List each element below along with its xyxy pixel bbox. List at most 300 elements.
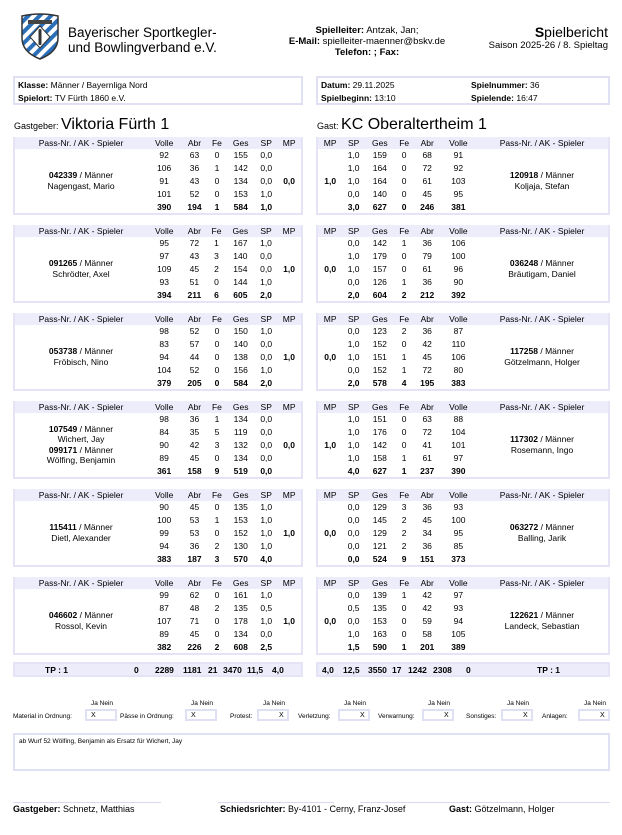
guest-cell: 1,0 <box>347 351 360 362</box>
guest-cell: 72 <box>422 163 432 174</box>
home-lane-row <box>15 501 301 514</box>
home-cell: 99 <box>159 590 169 601</box>
guest-cell: 0 <box>401 615 407 626</box>
check-label: Verletzung: <box>298 713 331 720</box>
home-cell: 158 <box>187 465 202 476</box>
home-player <box>15 346 147 367</box>
home-cell: 83 <box>159 339 169 350</box>
guest-cell: 389 <box>451 641 466 652</box>
home-lane-row <box>15 589 301 602</box>
guest-col-header: Pass-Nr. / AK - Spieler <box>476 401 608 413</box>
klasse-value: Männer / Bayernliga Nord <box>48 80 148 90</box>
guest-col-header: SP <box>342 137 365 149</box>
home-cell: 161 <box>233 590 248 601</box>
pass-number: 107549 <box>48 423 78 434</box>
home-cell: 0 <box>214 502 220 513</box>
ja-nein-header: Ja Nein <box>191 700 214 707</box>
guest-cell: 101 <box>451 439 466 450</box>
guest-cell: 159 <box>372 150 387 161</box>
spielleiter-label: Spielleiter: <box>315 25 365 36</box>
home-cell: 0,0 <box>260 339 273 350</box>
guest-col-header: Volle <box>441 137 476 149</box>
home-col-header: Pass-Nr. / AK - Spieler <box>15 137 147 149</box>
check-box[interactable] <box>85 709 117 721</box>
guest-cell: 0 <box>401 427 407 438</box>
check-mark: X <box>279 712 284 719</box>
guest-cell: 100 <box>451 251 466 262</box>
home-player-cell <box>15 325 147 389</box>
pass-number: 053738 <box>48 346 78 357</box>
guest-total-x: 0 <box>466 665 471 675</box>
guest-col-header: Pass-Nr. / AK - Spieler <box>476 577 608 589</box>
guest-col-header: Fe <box>395 313 414 325</box>
guest-cell: 2,0 <box>347 377 360 388</box>
home-cell: 43 <box>189 175 200 186</box>
home-cell: 0 <box>214 351 220 362</box>
guest-cell: 42 <box>422 339 432 350</box>
home-cell: 0,5 <box>260 603 273 614</box>
home-cell: 45 <box>189 452 200 463</box>
home-cell: 390 <box>157 201 172 212</box>
home-col-header: Pass-Nr. / AK - Spieler <box>15 401 147 413</box>
home-cell: 92 <box>159 150 169 161</box>
guest-cell: 0,0 <box>347 364 360 375</box>
home-player-cell <box>15 413 147 477</box>
guest-col-header: Abr <box>414 577 441 589</box>
home-cell: 608 <box>233 641 248 652</box>
guest-col-header: Fe <box>395 225 414 237</box>
guest-cell: 627 <box>372 201 387 212</box>
home-cell: 153 <box>233 515 248 526</box>
home-cell: 135 <box>233 502 248 513</box>
guest-player <box>476 610 608 631</box>
spielende-value: 16:47 <box>513 93 538 103</box>
home-cell: 605 <box>233 289 248 300</box>
spielnummer-label: Spielnummer: <box>471 80 528 90</box>
home-duel-block <box>13 401 303 479</box>
home-cell: 98 <box>159 414 169 425</box>
guest-cell: 212 <box>420 289 435 300</box>
guest-cell: 88 <box>453 414 464 425</box>
check-box[interactable] <box>422 709 454 721</box>
check-label: Verwarnung: <box>378 713 415 720</box>
home-cell: 0,0 <box>260 628 273 639</box>
guest-cell: 110 <box>451 339 466 350</box>
guest-cell: 578 <box>372 377 387 388</box>
guest-cell: 63 <box>422 414 432 425</box>
guest-cell: 590 <box>372 641 387 652</box>
guest-cell: 151 <box>372 414 387 425</box>
home-cell: 132 <box>233 439 248 450</box>
check-box[interactable] <box>257 709 289 721</box>
guest-cell: 135 <box>372 603 387 614</box>
home-col-header: Ges <box>226 577 255 589</box>
home-cell: 3 <box>214 251 219 262</box>
home-col-header: MP <box>277 313 301 325</box>
home-cell: 89 <box>159 452 169 463</box>
home-player-cell <box>15 589 147 653</box>
home-col-header: SP <box>255 489 277 501</box>
guest-cell: 0,0 <box>347 553 360 564</box>
match-class-box <box>13 76 303 105</box>
home-col-header: Volle <box>147 137 181 149</box>
home-col-header: Fe <box>207 225 226 237</box>
home-col-header: Ges <box>226 313 255 325</box>
referee-signature-value: By-4101 - Cerny, Franz-Josef <box>285 804 406 814</box>
guest-signature-value: Götzelmann, Holger <box>472 804 555 814</box>
spielort-value: TV Fürth 1860 e.V. <box>52 93 126 103</box>
home-col-header: SP <box>255 577 277 589</box>
home-cell: 107 <box>157 615 172 626</box>
home-total-volle: 2289 <box>155 665 174 675</box>
guest-player <box>476 258 608 279</box>
home-cell: 36 <box>189 540 200 551</box>
age-class: / Männer <box>77 444 114 455</box>
ja-nein-header: Ja Nein <box>263 700 286 707</box>
home-cell: 167 <box>233 238 248 249</box>
home-col-header: Volle <box>147 489 181 501</box>
guest-cell: 153 <box>372 615 387 626</box>
spielnummer-value: 36 <box>527 80 540 90</box>
home-cell: 106 <box>157 163 172 174</box>
home-mp: 0,0 <box>283 175 296 186</box>
ja-nein-header: Ja Nein <box>428 700 451 707</box>
check-label: Material in Ordnung: <box>13 713 72 720</box>
guest-col-header: Fe <box>395 489 414 501</box>
check-label: Sonstiges: <box>466 713 497 720</box>
player-name: Rossol, Kevin <box>55 620 107 631</box>
guest-cell: 93 <box>453 603 464 614</box>
player-name: Fröbisch, Nino <box>53 356 109 367</box>
guest-player <box>476 434 608 455</box>
home-cell: 144 <box>233 276 248 287</box>
home-cell: 2 <box>214 263 219 274</box>
guest-cell: 80 <box>453 364 464 375</box>
guest-player-cell <box>476 501 608 565</box>
guest-total-fe: 17 <box>392 665 402 675</box>
guest-cell: 9 <box>401 553 407 564</box>
home-cell: 6 <box>214 289 219 300</box>
home-cell: 63 <box>189 150 200 161</box>
document-title: Spielbericht <box>534 24 608 40</box>
guest-cell: 1,0 <box>347 452 360 463</box>
ja-nein-header: Ja Nein <box>507 700 530 707</box>
age-class: / Männer <box>77 610 114 621</box>
home-col-header: Volle <box>147 577 181 589</box>
home-cell: 584 <box>233 201 248 212</box>
guest-col-header: SP <box>342 225 365 237</box>
guest-cell: 36 <box>422 276 432 287</box>
guest-col-header: SP <box>342 577 365 589</box>
guest-duel-block <box>316 225 610 303</box>
home-col-header: Abr <box>181 577 207 589</box>
guest-player-cell <box>476 413 608 477</box>
home-cell: 1 <box>214 515 220 526</box>
check-box[interactable] <box>578 709 610 721</box>
guest-cell: 1,0 <box>347 628 360 639</box>
home-cell: 0 <box>214 590 220 601</box>
home-total-ges: 3470 <box>223 665 242 675</box>
check-box[interactable] <box>338 709 370 721</box>
home-cell: 0,0 <box>260 251 272 262</box>
guest-cell: 0,0 <box>347 515 360 526</box>
check-mark: X <box>444 712 449 719</box>
guest-col-header: Abr <box>414 489 441 501</box>
check-mark: X <box>600 712 605 719</box>
home-cell: 44 <box>189 351 200 362</box>
guest-cell: 140 <box>372 188 387 199</box>
remarks-box[interactable] <box>13 733 610 771</box>
guest-cell: 1,0 <box>347 414 360 425</box>
home-cell: 0,0 <box>260 150 273 161</box>
home-cell: 130 <box>233 540 248 551</box>
organization-name <box>68 25 217 55</box>
guest-col-header: Volle <box>441 313 476 325</box>
home-mp: 1,0 <box>283 351 296 362</box>
home-cell: 52 <box>189 326 200 337</box>
guest-cell: 2,0 <box>347 289 360 300</box>
age-class: / Männer <box>538 522 575 533</box>
home-cell: 0 <box>214 188 220 199</box>
home-col-header: Ges <box>226 137 255 149</box>
home-cell: 519 <box>233 465 248 476</box>
home-cell: 51 <box>189 276 200 287</box>
guest-col-header: Fe <box>395 577 414 589</box>
home-cell: 9 <box>214 465 220 476</box>
guest-mp: 0,0 <box>324 351 337 362</box>
home-cell: 42 <box>189 439 200 450</box>
guest-cell: 524 <box>372 553 387 564</box>
guest-col-header: Ges <box>365 489 395 501</box>
guest-col-header: Abr <box>414 137 441 149</box>
home-cell: 45 <box>189 628 200 639</box>
home-cell: 187 <box>187 553 202 564</box>
guest-cell: 97 <box>453 452 464 463</box>
guest-lane-row <box>318 589 608 602</box>
home-cell: 45 <box>189 502 200 513</box>
guest-cell: 0 <box>401 251 407 262</box>
guest-cell: 3 <box>401 502 407 513</box>
home-duel-block <box>13 225 303 303</box>
guest-player <box>476 522 608 543</box>
home-total-fe: 21 <box>208 665 218 675</box>
guest-col-header: Abr <box>414 225 441 237</box>
home-cell: 1,0 <box>260 276 272 287</box>
guest-col-header: Pass-Nr. / AK - Spieler <box>476 489 608 501</box>
guest-mp: 0,0 <box>324 263 337 274</box>
guest-mp: 1,0 <box>324 439 337 450</box>
check-mark: X <box>91 712 96 719</box>
season-info: Saison 2025-26 / 8. Spieltag <box>488 40 608 51</box>
pass-number: 091265 <box>48 258 78 269</box>
pass-number: 063272 <box>509 522 539 533</box>
guest-signature-label: Gast: <box>449 804 473 814</box>
home-cell: 4,0 <box>260 553 273 564</box>
home-cell: 3 <box>214 439 220 450</box>
guest-col-header: Fe <box>395 137 414 149</box>
guest-cell: 381 <box>451 201 466 212</box>
home-signature-line <box>13 802 161 803</box>
guest-col-header: MP <box>318 225 342 237</box>
guest-cell: 72 <box>422 364 432 375</box>
home-cell: 379 <box>157 377 172 388</box>
home-col-header: SP <box>255 225 277 237</box>
guest-cell: 129 <box>372 502 387 513</box>
player-name: Koljaja, Stefan <box>514 180 570 191</box>
guest-signature-line <box>360 802 610 803</box>
guest-cell: 0 <box>401 201 407 212</box>
home-cell: 84 <box>159 427 169 438</box>
home-mp: 1,0 <box>283 615 296 626</box>
home-cell: 2,0 <box>260 289 272 300</box>
guest-duel-block <box>316 313 610 391</box>
guest-cell: 0 <box>401 263 407 274</box>
home-cell: 194 <box>187 201 202 212</box>
guest-player-cell <box>476 149 608 213</box>
guest-team-label: Gast: <box>317 121 339 131</box>
guest-player-cell <box>476 325 608 389</box>
player-name: Rosemann, Ingo <box>510 444 574 455</box>
guest-cell: 373 <box>451 553 466 564</box>
home-col-header: Volle <box>147 401 181 413</box>
guest-cell: 36 <box>422 326 432 337</box>
guest-col-header: Ges <box>365 137 395 149</box>
home-col-header: Ges <box>226 225 255 237</box>
guest-cell: 0 <box>401 414 407 425</box>
home-cell: 1,0 <box>260 326 273 337</box>
guest-duel-block <box>316 137 610 215</box>
guest-total-abr: 1242 <box>408 665 427 675</box>
guest-col-header: Pass-Nr. / AK - Spieler <box>476 137 608 149</box>
home-signature-value: Schnetz, Matthias <box>60 804 135 814</box>
guest-col-header: Volle <box>441 489 476 501</box>
guest-duel-block <box>316 577 610 655</box>
guest-col-header: Pass-Nr. / AK - Spieler <box>476 225 608 237</box>
guest-cell: 95 <box>453 527 464 538</box>
guest-cell: 72 <box>422 427 432 438</box>
home-cell: 3 <box>214 553 220 564</box>
home-cell: 93 <box>159 276 169 287</box>
guest-cell: 61 <box>422 175 432 186</box>
check-mark: X <box>191 712 196 719</box>
age-class: / Männer <box>538 434 574 445</box>
home-lane-row <box>15 237 301 250</box>
home-cell: 134 <box>233 175 248 186</box>
player-name: Landeck, Sebastian <box>504 620 580 631</box>
guest-cell: 2 <box>401 527 407 538</box>
guest-cell: 45 <box>422 188 432 199</box>
home-cell: 5 <box>214 427 220 438</box>
home-cell: 394 <box>157 289 172 300</box>
check-label: Pässe in Ordnung: <box>120 713 174 720</box>
home-cell: 101 <box>157 188 172 199</box>
home-total-mp: 4,0 <box>272 665 284 675</box>
age-class: / Männer <box>538 610 575 621</box>
guest-cell: 97 <box>453 590 464 601</box>
guest-cell: 195 <box>420 377 435 388</box>
home-cell: 119 <box>233 427 248 438</box>
guest-cell: 0,0 <box>347 590 360 601</box>
home-cell: 0 <box>214 377 220 388</box>
guest-lane-row <box>318 149 608 162</box>
guest-cell: 1,0 <box>347 427 360 438</box>
home-cell: 1,0 <box>260 502 273 513</box>
spielbeginn-value: 13:10 <box>372 93 396 103</box>
check-mark: X <box>523 712 528 719</box>
home-cell: 98 <box>159 326 169 337</box>
guest-cell: 152 <box>372 339 387 350</box>
home-col-header: Abr <box>182 225 208 237</box>
guest-cell: 1,0 <box>347 175 360 186</box>
guest-cell: 1 <box>401 641 407 652</box>
match-time-box <box>316 76 610 105</box>
home-cell: 1,0 <box>260 527 273 538</box>
home-cell: 90 <box>159 439 169 450</box>
home-cell: 53 <box>189 515 200 526</box>
check-box[interactable] <box>501 709 533 721</box>
guest-cell: 105 <box>451 628 466 639</box>
home-cell: 0 <box>214 364 220 375</box>
home-cell: 2,0 <box>260 377 273 388</box>
guest-cell: 129 <box>372 527 387 538</box>
guest-cell: 390 <box>451 465 466 476</box>
home-signature <box>13 804 135 814</box>
home-cell: 154 <box>233 263 248 274</box>
home-duel-block <box>13 577 303 655</box>
guest-cell: 163 <box>372 628 387 639</box>
guest-cell: 0,0 <box>347 276 360 287</box>
home-cell: 71 <box>189 615 200 626</box>
home-col-header: MP <box>277 489 301 501</box>
guest-col-header: Ges <box>365 313 395 325</box>
home-cell: 0,0 <box>260 452 273 463</box>
home-mp: 1,0 <box>283 263 295 274</box>
telefon-fax-label: Telefon: ; Fax: <box>334 47 400 58</box>
check-box[interactable] <box>185 709 217 721</box>
home-cell: 91 <box>159 175 169 186</box>
guest-cell: 1 <box>401 351 407 362</box>
player-name: Nagengast, Mario <box>47 180 115 191</box>
guest-cell: 157 <box>372 263 387 274</box>
home-cell: 383 <box>157 553 172 564</box>
guest-player <box>476 346 608 367</box>
guest-cell: 0 <box>401 188 407 199</box>
guest-col-header: Fe <box>395 401 414 413</box>
ja-nein-header: Ja Nein <box>344 700 367 707</box>
guest-lane-row <box>318 501 608 514</box>
guest-cell: 158 <box>372 452 387 463</box>
home-cell: 156 <box>233 364 248 375</box>
home-col-header: Abr <box>181 401 207 413</box>
org-line-2: und Bowlingverband e.V. <box>68 40 217 55</box>
home-cell: 0 <box>214 452 220 463</box>
guest-cell: 85 <box>453 540 464 551</box>
home-col-header: Ges <box>226 489 255 501</box>
home-col-header: SP <box>255 313 277 325</box>
home-cell: 226 <box>187 641 202 652</box>
guest-cell: 139 <box>372 590 387 601</box>
home-cell: 0 <box>214 150 220 161</box>
guest-col-header: MP <box>318 401 342 413</box>
home-player-cell <box>15 149 147 213</box>
home-cell: 584 <box>233 377 248 388</box>
pass-number: 117302 <box>510 434 538 445</box>
home-cell: 97 <box>159 251 169 262</box>
guest-cell: 1,0 <box>347 251 360 262</box>
guest-col-header: MP <box>318 577 342 589</box>
home-total-sp: 11,5 <box>247 665 264 675</box>
home-cell: 0,0 <box>260 427 273 438</box>
